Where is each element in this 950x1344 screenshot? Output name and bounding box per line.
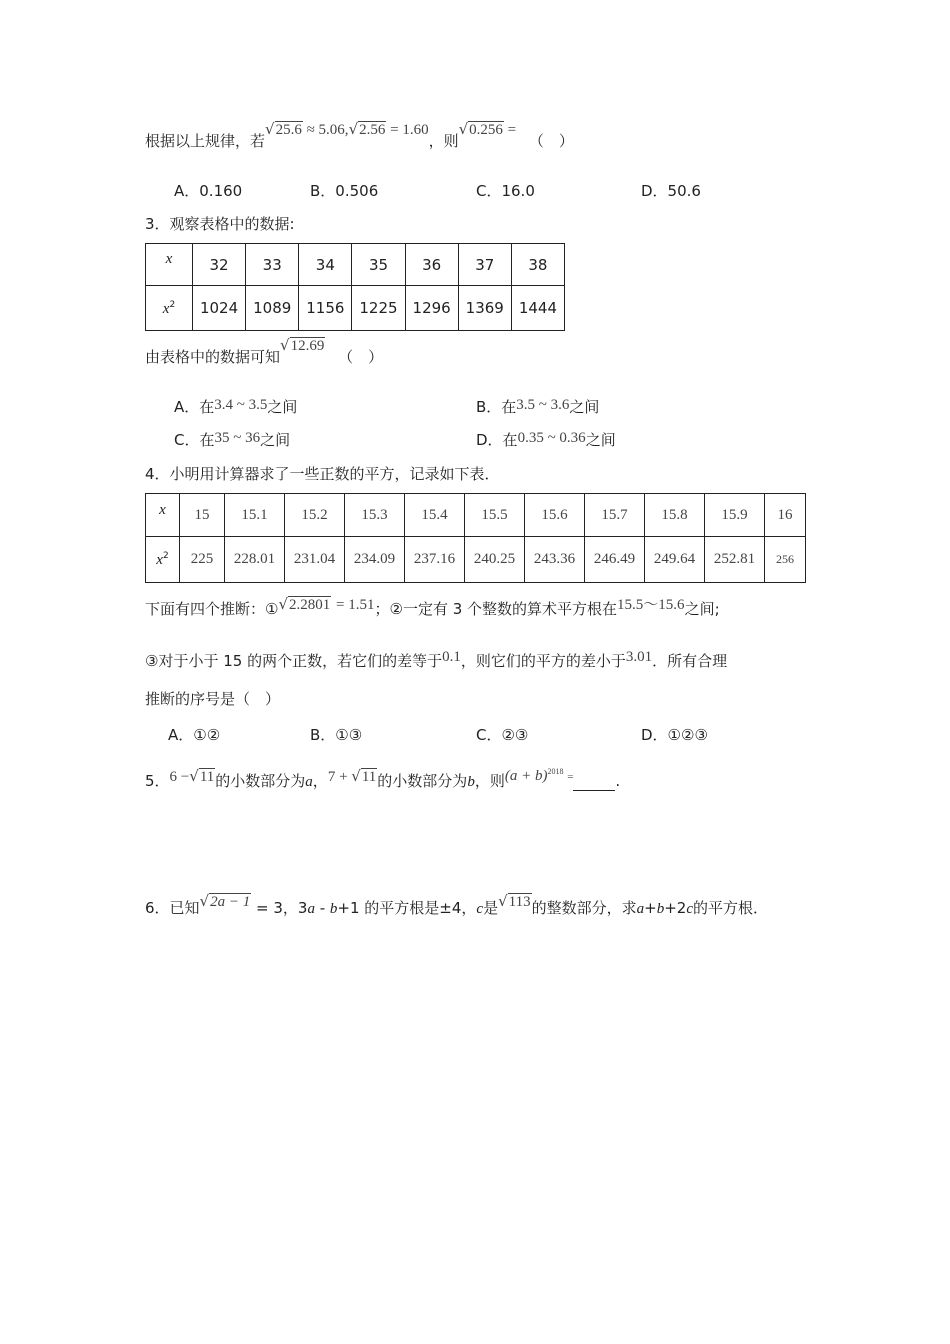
table-cell: 15.1 (225, 494, 285, 537)
q3-title: 3．观察表格中的数据: (145, 215, 295, 233)
q3-option-b[interactable]: B．在3.5 ~ 3.6之间 (476, 397, 600, 416)
q4-table (145, 493, 806, 583)
table-cell: 243.36 (525, 537, 585, 583)
table-cell: 16 (765, 494, 806, 537)
table-cell: 1444 (511, 286, 564, 331)
q4-title: 4．小明用计算器求了一些正数的平方，记录如下表． (145, 465, 500, 483)
q2-option-b[interactable]: B．0.506 (310, 182, 379, 200)
q3-option-c[interactable]: C．在35 ~ 36之间 (174, 430, 291, 449)
q2-option-c[interactable]: C．16.0 (476, 182, 535, 200)
table-cell: 1296 (405, 286, 458, 331)
table-cell: 33 (246, 244, 299, 286)
q3-table (145, 243, 565, 331)
q4-statement-line2: ③对于小于 15 的两个正数，若它们的差等于0.1，则它们的平方的差小于3.01．所有合理 (145, 649, 728, 670)
q4-statement-line1: 下面有四个推断：①√2.2801 = 1.51；②一定有 3 个整数的算术平方根在15.5～15.6之间; (145, 595, 720, 618)
q4-row-x: x 15 15.1 15.2 15.3 15.4 15.5 15.6 15.7 15.8 15.9 16 (146, 494, 806, 537)
table-cell: 15.9 (705, 494, 765, 537)
table-cell: 240.25 (465, 537, 525, 583)
table-cell: 1024 (193, 286, 246, 331)
table-cell: 15.6 (525, 494, 585, 537)
table-cell: 246.49 (585, 537, 645, 583)
table-cell: 249.64 (645, 537, 705, 583)
table-cell: 34 (299, 244, 352, 286)
table-cell: 15.8 (645, 494, 705, 537)
table-cell: 1225 (352, 286, 405, 331)
q4-option-c[interactable]: C．②③ (476, 726, 529, 744)
table-cell: 228.01 (225, 537, 285, 583)
table-cell: 38 (511, 244, 564, 286)
q3-sqrt: √12.69 (280, 336, 325, 354)
answer-blank[interactable] (573, 774, 615, 791)
table-cell: 1369 (458, 286, 511, 331)
q3-row-x2: $x^2$ 1024 1089 1156 1225 1296 1369 1444 (146, 286, 565, 331)
q4-option-d[interactable]: D．①②③ (641, 726, 708, 744)
table-cell: 15.7 (585, 494, 645, 537)
table-cell: 36 (405, 244, 458, 286)
q3-option-a[interactable]: A．在3.4 ~ 3.5之间 (174, 397, 298, 416)
q2-question-line: 根据以上规律，若√25.6 ≈ 5.06,√2.56 = 1.60，则√0.256 = （ ） (145, 120, 574, 150)
q2-option-d[interactable]: D．50.6 (641, 182, 701, 200)
table-cell: 15.2 (285, 494, 345, 537)
q3-option-d[interactable]: D．在0.35 ~ 0.36之间 (476, 430, 616, 449)
q3-question-line: 由表格中的数据可知√12.69 （ ） (145, 336, 384, 366)
q5-line: 5．6 −√11的小数部分为a，7 + √11的小数部分为b，则$(a + b)^{2018}$ = . (145, 767, 621, 790)
q2-math-expression: √25.6 ≈ 5.06,√2.56 = 1.60 (265, 120, 429, 138)
table-cell: 1089 (246, 286, 299, 331)
q2-option-a[interactable]: A．0.160 (174, 182, 243, 200)
table-cell: 15.3 (345, 494, 405, 537)
table-cell: 15.4 (405, 494, 465, 537)
table-cell: 32 (193, 244, 246, 286)
q3-row-x: x 32 33 34 35 36 37 38 (146, 244, 565, 286)
table-cell: 225 (180, 537, 225, 583)
table-cell: 1156 (299, 286, 352, 331)
table-cell: 15.5 (465, 494, 525, 537)
q4-row-x2: $x^2$ 225 228.01 231.04 234.09 237.16 240.25 243.36 246.49 249.64 252.81 256 (146, 537, 806, 583)
table-cell: 234.09 (345, 537, 405, 583)
table-cell: 237.16 (405, 537, 465, 583)
q4-statement-line3: 推断的序号是（ ） (145, 690, 281, 708)
table-cell: 256 (765, 537, 806, 583)
table-cell: 35 (352, 244, 405, 286)
table-cell: 231.04 (285, 537, 345, 583)
q4-option-b[interactable]: B．①③ (310, 726, 363, 744)
q4-option-a[interactable]: A．①② (168, 726, 221, 744)
table-cell: 252.81 (705, 537, 765, 583)
q6-line: 6．已知√2a − 1 = 3，3a - b+1 的平方根是±4，c是√113的整数部分，求a+b+2c的平方根． (145, 892, 769, 917)
table-cell: 15 (180, 494, 225, 537)
table-cell: 37 (458, 244, 511, 286)
q2-math-question: √0.256 = (458, 120, 517, 138)
